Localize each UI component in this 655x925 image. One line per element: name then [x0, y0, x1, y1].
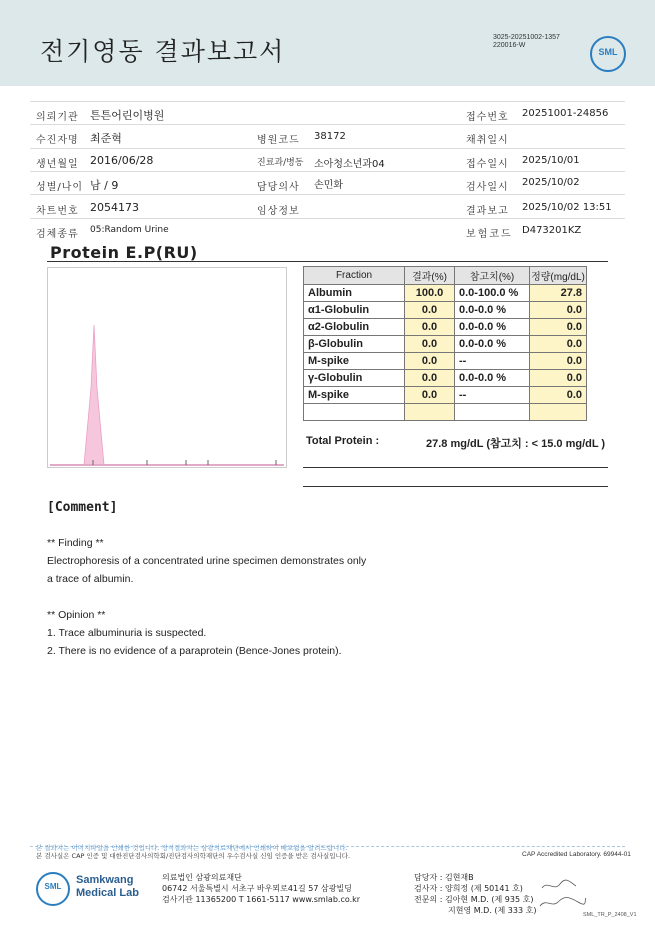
- sex-age-value: 남 / 9: [90, 179, 119, 192]
- fraction-result: 0.0: [405, 336, 455, 353]
- dept-value: 소아청소년과04: [314, 159, 385, 170]
- total-protein-label: Total Protein :: [306, 435, 380, 447]
- fraction-name: γ-Globulin: [304, 370, 405, 387]
- table-row: [304, 387, 587, 404]
- receipt-date-label: 접수일시: [466, 159, 509, 170]
- fraction-qty: 0.0: [530, 336, 587, 353]
- staff-line: 검사자 : 양희정 (제 50141 호): [414, 884, 523, 893]
- document-code-line2: 220016-W: [493, 42, 526, 49]
- fraction-result: 0.0: [405, 302, 455, 319]
- report-date-label: 결과보고: [466, 206, 509, 217]
- fraction-ref: 0.0-0.0 %: [455, 336, 530, 353]
- receipt-no-label: 접수번호: [466, 112, 509, 123]
- total-protein-value: 27.8 mg/dL (참고치 : < 15.0 mg/dL ): [426, 438, 606, 450]
- divider: [30, 194, 625, 195]
- divider: [30, 148, 625, 149]
- header-fraction: Fraction: [304, 267, 405, 285]
- fraction-qty: 0.0: [530, 319, 587, 336]
- fraction-ref: 0.0-0.0 %: [455, 370, 530, 387]
- table-row: [304, 370, 587, 387]
- specimen-label: 검체종류: [36, 229, 79, 240]
- fraction-result: 0.0: [405, 370, 455, 387]
- hospital-code-value: 38172: [314, 131, 346, 142]
- footer-staff: [414, 872, 536, 916]
- finding-line: a trace of albumin.: [47, 573, 134, 585]
- brand-name-line1: Samkwang: [76, 874, 134, 886]
- divider: [303, 467, 608, 468]
- brand-name: [76, 874, 139, 900]
- divider: [30, 218, 625, 219]
- fraction-result: 0.0: [405, 319, 455, 336]
- clinical-label: 임상정보: [257, 206, 300, 217]
- fraction-result: [405, 404, 455, 421]
- fraction-name: M-spike: [304, 353, 405, 370]
- report-date-value: 2025/10/02 13:51: [522, 202, 612, 213]
- footer-logo-text: SML: [44, 882, 62, 891]
- sex-age-label: 성별/나이: [36, 182, 84, 193]
- footer-notice: 본 결과지는 이미지파일을 인쇄한 것입니다. 정식결과지는 삼광의료재단에서 인쇄하여 배포됨을 알려드립니다.: [36, 844, 348, 852]
- fraction-ref: --: [455, 387, 530, 404]
- fraction-name: α2-Globulin: [304, 319, 405, 336]
- version-code: SML_TR_P_2408_V1: [583, 912, 637, 918]
- fraction-qty: 0.0: [530, 370, 587, 387]
- cap-accreditation: CAP Accredited Laboratory. 69944-01: [522, 851, 631, 858]
- fraction-result: 100.0: [405, 285, 455, 302]
- fraction-name: β-Globulin: [304, 336, 405, 353]
- dept-label: 진료과/병동: [257, 158, 304, 168]
- chart-no-value: 2054173: [90, 201, 139, 214]
- test-date-value: 2025/10/02: [522, 177, 580, 188]
- staff-line: 전문의 : 김아현 M.D. (제 935 호): [414, 895, 534, 904]
- fraction-qty: 0.0: [530, 387, 587, 404]
- divider: [30, 101, 625, 102]
- birth-value: 2016/06/28: [90, 154, 154, 167]
- receipt-date-value: 2025/10/01: [522, 155, 580, 166]
- document-code-line1: 3025-20251002-1357: [493, 34, 560, 41]
- fraction-name: M-spike: [304, 387, 405, 404]
- doctor-value: 손민화: [314, 180, 343, 191]
- test-date-label: 검사일시: [466, 182, 509, 193]
- table-row: [304, 302, 587, 319]
- electrophoresis-chart: [47, 267, 287, 468]
- fraction-ref: --: [455, 353, 530, 370]
- divider: [30, 124, 625, 125]
- section-title-underline: [47, 261, 608, 262]
- fraction-name: [304, 404, 405, 421]
- fraction-result: 0.0: [405, 353, 455, 370]
- table-row: [304, 336, 587, 353]
- fraction-ref: [455, 404, 530, 421]
- fraction-ref: 0.0-0.0 %: [455, 302, 530, 319]
- table-row: [304, 319, 587, 336]
- peak-albumin: [84, 325, 104, 465]
- page-title: 전기영동 결과보고서: [40, 37, 286, 66]
- opinion-line: 2. There is no evidence of a paraprotein (Bence-Jones protein).: [47, 645, 342, 657]
- fraction-ref: 0.0-0.0 %: [455, 319, 530, 336]
- finding-line: Electrophoresis of a concentrated urine specimen demonstrates only: [47, 555, 367, 567]
- staff-line: 담당자 : 김현재B: [414, 873, 474, 882]
- header-qty: 정량(mg/dL): [530, 267, 587, 285]
- electrophoresis-svg: [48, 268, 286, 467]
- specimen-value: 05:Random Urine: [90, 225, 169, 235]
- institution-value: 튼튼어린이병원: [90, 109, 165, 122]
- table-row: [304, 285, 587, 302]
- chart-no-label: 차트번호: [36, 206, 79, 217]
- patient-label: 수진자명: [36, 135, 79, 146]
- insurance-value: D473201KZ: [522, 225, 582, 236]
- fraction-table: [303, 266, 587, 421]
- table-row: [304, 404, 587, 421]
- receipt-no-value: 20251001-24856: [522, 108, 609, 119]
- finding-title: ** Finding **: [47, 537, 104, 549]
- fraction-ref: 0.0-100.0 %: [455, 285, 530, 302]
- brand-name-line2: Medical Lab: [76, 887, 139, 899]
- document-code: [493, 34, 560, 50]
- fraction-result: 0.0: [405, 387, 455, 404]
- peaks-group: [84, 325, 104, 465]
- divider: [30, 171, 625, 172]
- doctor-label: 담당의사: [257, 182, 300, 193]
- fraction-name: Albumin: [304, 285, 405, 302]
- opinion-line: 1. Trace albuminuria is suspected.: [47, 627, 207, 639]
- hospital-code-label: 병원코드: [257, 135, 300, 146]
- signature-icon: [538, 878, 588, 912]
- opinion-title: ** Opinion **: [47, 609, 106, 621]
- comment-title: [Comment]: [47, 500, 118, 515]
- table-row: [304, 353, 587, 370]
- patient-value: 최준혁: [90, 132, 122, 145]
- org-name: 의료법인 삼광의료재단: [162, 873, 242, 882]
- footer-org-info: [162, 872, 360, 905]
- fraction-name: α1-Globulin: [304, 302, 405, 319]
- institution-label: 의뢰기관: [36, 112, 79, 123]
- header-result: 결과(%): [405, 267, 455, 285]
- fraction-qty: 27.8: [530, 285, 587, 302]
- org-address: 06742 서울특별시 서초구 바우뫼로41길 57 삼광빌딩: [162, 884, 352, 893]
- section-title: Protein E.P(RU): [50, 243, 198, 262]
- birth-label: 생년월일: [36, 159, 79, 170]
- sml-logo-text: SML: [598, 47, 618, 57]
- staff-line: 지현영 M.D. (제 333 호): [448, 906, 537, 915]
- table-header-row: [304, 267, 587, 285]
- fraction-qty: 0.0: [530, 353, 587, 370]
- fraction-qty: [530, 404, 587, 421]
- org-contact: 검사기관 11365200 T 1661-5117 www.smlab.co.kr: [162, 895, 361, 904]
- footer-certification: 본 검사실은 CAP 인증 및 대한진단검사의학회/진단검사의학재단의 우수검사실 신임 인증을 받은 검사실입니다.: [36, 852, 351, 860]
- insurance-label: 보험코드: [466, 229, 513, 240]
- fraction-qty: 0.0: [530, 302, 587, 319]
- collect-date-label: 채취일시: [466, 135, 509, 146]
- divider: [303, 486, 608, 487]
- header-ref: 참고치(%): [455, 267, 530, 285]
